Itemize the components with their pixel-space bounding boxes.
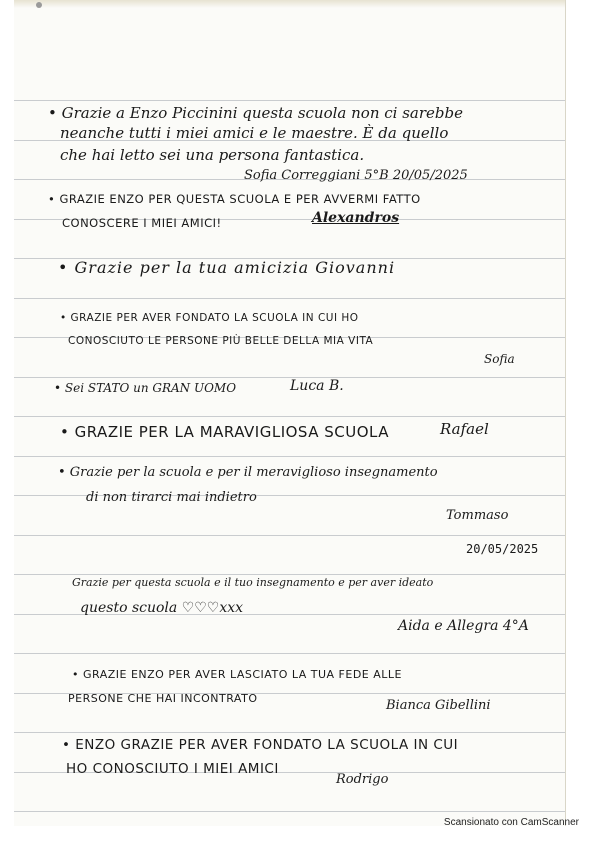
message-line: • Grazie a Enzo Piccinini questa scuola non ci sarebbe: [48, 104, 463, 122]
signature: Tommaso: [446, 508, 509, 523]
signature: Luca B.: [290, 378, 344, 394]
ruled-line: [14, 535, 565, 536]
ruled-line: [14, 574, 565, 575]
ruled-line: [14, 732, 565, 733]
message-line: • GRAZIE PER AVER FONDATO LA SCUOLA IN CUI HO: [60, 312, 359, 324]
signature: Sofia: [484, 352, 515, 366]
ruled-line: [14, 100, 565, 101]
ruled-line: [14, 456, 565, 457]
message-line: questo scuola ♡♡♡xxx: [80, 600, 244, 616]
date: 20/05/2025: [466, 542, 539, 556]
signature: Rodrigo: [336, 772, 389, 787]
message-line: • Grazie per la scuola e per il meraviglioso insegnamento: [58, 465, 438, 480]
message-line: CONOSCIUTO LE PERSONE PIÙ BELLE DELLA MIA VITA: [68, 335, 374, 347]
message-line: HO CONOSCIUTO I MIEI AMICI: [66, 761, 279, 777]
signature: Rafael: [440, 420, 489, 438]
message-line: • Grazie per la tua amicizia Giovanni: [58, 258, 396, 277]
message-line: • GRAZIE ENZO PER QUESTA SCUOLA E PER AVVERMI FATTO: [48, 192, 421, 206]
message-line: che hai letto sei una persona fantastica.: [60, 146, 365, 164]
message-line: CONOSCERE I MIEI AMICI!: [62, 216, 222, 230]
message-line: PERSONE CHE HAI INCONTRATO: [68, 692, 258, 705]
signature: Aida e Allegra 4°A: [398, 618, 529, 634]
binder-hole-icon: [36, 2, 42, 8]
scanner-watermark: Scansionato con CamScanner: [443, 817, 579, 828]
message-line: Grazie per questa scuola e il tuo insegnamento e per aver ideato: [72, 576, 434, 589]
message-line: • GRAZIE PER LA MARAVIGLIOSA SCUOLA: [60, 423, 389, 441]
ruled-line: [14, 653, 565, 654]
signature: Bianca Gibellini: [386, 698, 491, 713]
message-line: • ENZO GRAZIE PER AVER FONDATO LA SCUOLA IN CUI: [62, 737, 459, 753]
message-line: • GRAZIE ENZO PER AVER LASCIATO LA TUA FEDE ALLE: [72, 668, 402, 681]
message-line: neanche tutti i miei amici e le maestre. È da quello: [60, 124, 449, 142]
signature: Alexandros: [312, 210, 400, 226]
ruled-line: [14, 416, 565, 417]
ruled-line: [14, 811, 565, 812]
message-line: • Sei STATO un GRAN UOMO: [54, 381, 237, 395]
signature: Sofia Correggiani 5°B 20/05/2025: [244, 168, 468, 183]
message-line: di non tirarci mai indietro: [86, 490, 257, 505]
ruled-line: [14, 298, 565, 299]
paper-top-edge: [14, 0, 565, 8]
